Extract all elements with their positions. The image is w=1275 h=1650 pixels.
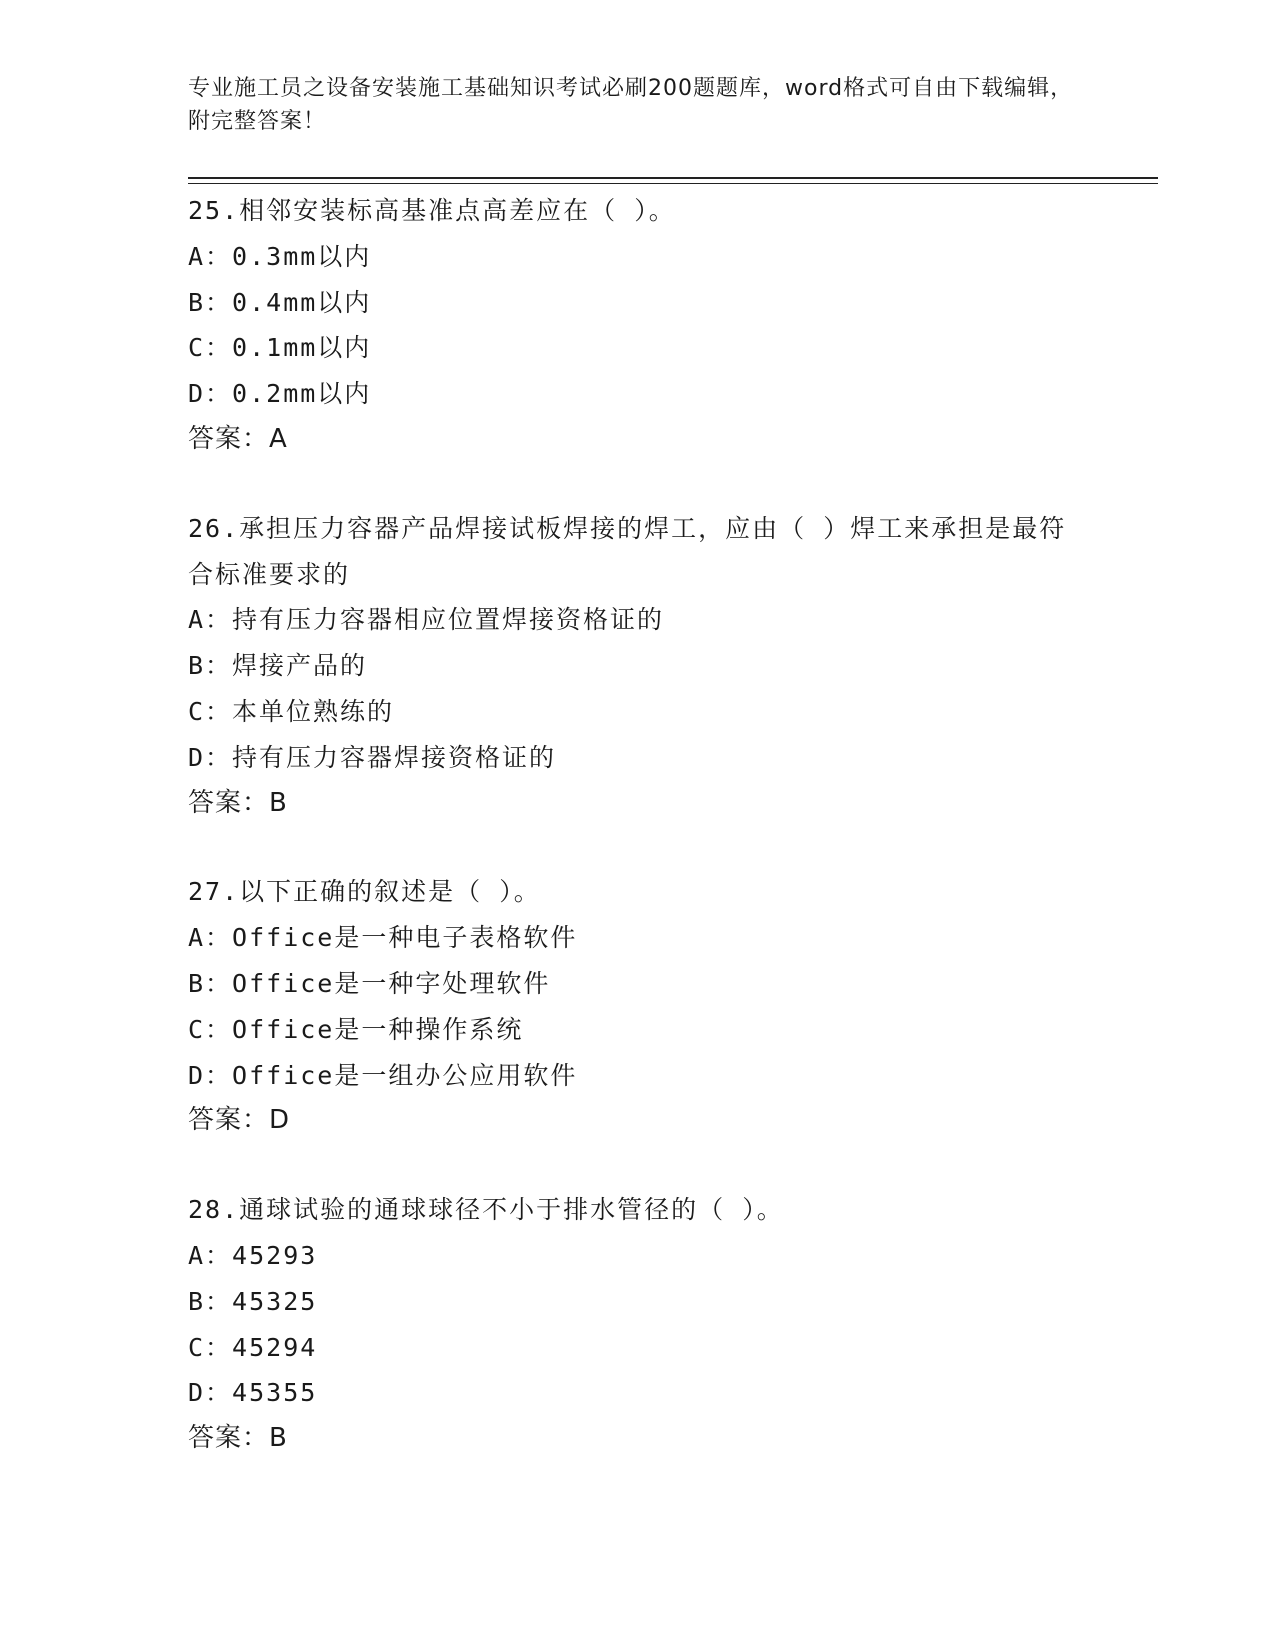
option-d: D：0.2mm以内	[188, 379, 372, 409]
answer-label: 答案：B	[188, 787, 288, 818]
question-25	[188, 188, 1148, 463]
option-a: A：持有压力容器相应位置焊接资格证的	[188, 605, 665, 635]
option-c: C：45294	[188, 1332, 318, 1362]
question-27	[188, 869, 1148, 1144]
option-c: C：Office是一种操作系统	[188, 1014, 524, 1044]
answer-label: 答案：B	[188, 1423, 288, 1454]
question-stem: 27.以下正确的叙述是（ ）。	[188, 877, 541, 907]
option-d: D：Office是一组办公应用软件	[188, 1060, 578, 1090]
answer-label: 答案：D	[188, 1105, 291, 1136]
question-28	[188, 1187, 1148, 1462]
question-list	[188, 188, 1148, 1505]
option-d: D：45355	[188, 1378, 318, 1408]
option-b: B：焊接产品的	[188, 651, 368, 681]
document-title: 专业施工员之设备安装施工基础知识考试必刷200题题库，word格式可自由下载编辑，附完整答案！	[188, 76, 1074, 134]
question-stem: 25.相邻安装标高基准点高差应在（ ）。	[188, 196, 676, 225]
option-c: C：本单位熟练的	[188, 696, 395, 726]
option-a: A：45293	[188, 1240, 318, 1270]
header-divider-thin	[188, 183, 1158, 184]
option-b: B：45325	[188, 1286, 318, 1316]
question-26	[188, 506, 1148, 827]
option-c: C：0.1mm以内	[188, 333, 372, 363]
answer-label: 答案：A	[188, 423, 288, 454]
option-a: A：Office是一种电子表格软件	[188, 923, 578, 953]
option-d: D：持有压力容器焊接资格证的	[188, 742, 557, 772]
option-b: B：Office是一种字处理软件	[188, 968, 551, 998]
option-a: A：0.3mm以内	[188, 241, 372, 271]
option-b: B：0.4mm以内	[188, 287, 372, 317]
question-stem: 26.承担压力容器产品焊接试板焊接的焊工，应由（ ）焊工来承担是最符合标准要求的	[188, 513, 1067, 589]
question-stem: 28.通球试验的通球球径不小于排水管径的（ ）。	[188, 1195, 784, 1225]
header-divider-thick	[188, 177, 1158, 179]
